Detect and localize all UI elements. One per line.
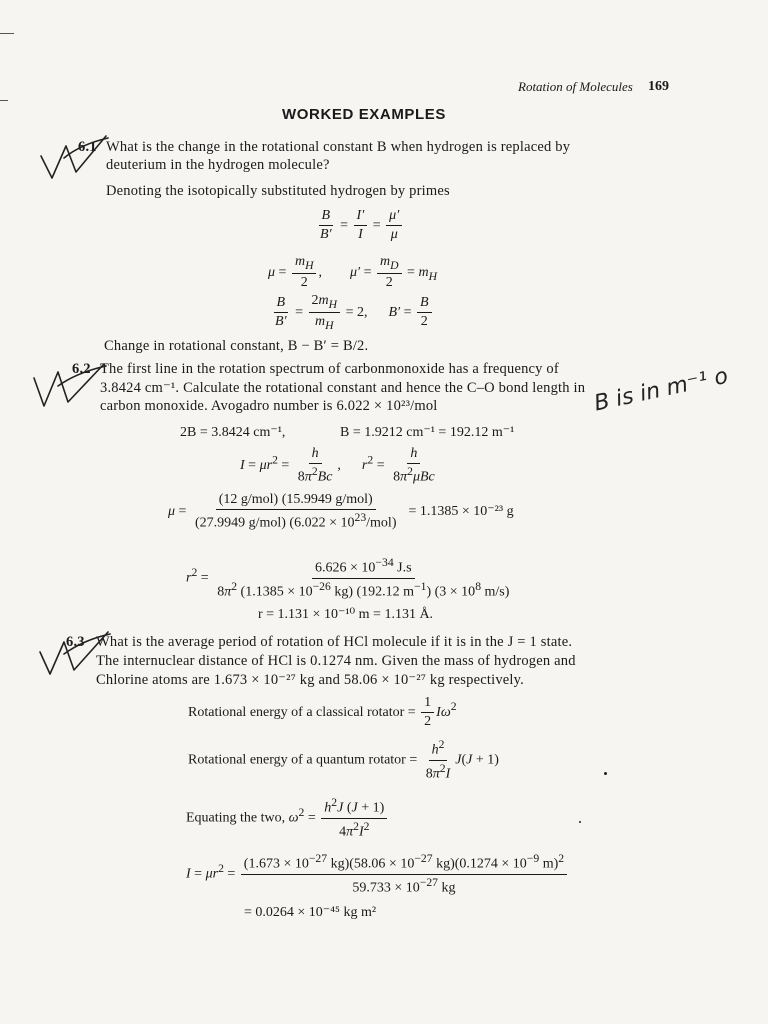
problem-6-1-question-line1: What is the change in the rotational constant B when hydrogen is replaced by (106, 139, 571, 155)
problem-6-2-question-line2: 3.8424 cm⁻¹. Calculate the rotational constant and hence the C–O bond length in (100, 380, 586, 396)
problem-6-3-question-line1: What is the average period of rotation of HCl molecule if it is in the J = 1 state. (96, 634, 573, 650)
section-title: WORKED EXAMPLES (282, 106, 447, 123)
moment-result: = 0.0264 × 10⁻⁴⁵ kg m² (244, 905, 377, 920)
running-title: Rotation of Molecules (518, 79, 633, 94)
problem-6-2-question-line3: carbon monoxide. Avogadro number is 6.022 × 10²³/mol (100, 398, 438, 414)
equation-B-ratio: $\frac{B}{B'}$ = $\frac{I'}{I}$ = $\frac{\mu'}{\mu}$ (315, 208, 404, 243)
equation-reduced-mass: μ = $\frac{m_H}{2}$ , μ′ = $\frac{m_D}{2}$ = $m_H$ (268, 254, 437, 291)
problem-6-1-question-line2: deuterium in the hydrogen molecule? (106, 157, 330, 173)
equation-B-result: $\frac{B}{B'}$ = $\frac{2m_H}{m_H}$ = 2, B′ = $\frac{B}{2}$ (270, 293, 434, 332)
page-number: 169 (648, 79, 669, 94)
equation-quantum-rotator: Rotational energy of a quantum rotator = $\frac{h^2}{8\pi^2I}$ J(J + 1) (188, 738, 499, 782)
handwritten-annotation: B is in m⁻¹ o (592, 363, 731, 417)
problem-6-3-question-line2: The internuclear distance of HCl is 0.1274 nm. Given the mass of hydrogen and (96, 653, 576, 669)
problem-6-1-conclusion: Change in rotational constant, B − B′ = B/2. (104, 338, 369, 354)
problem-6-2-question-line1: The first line in the rotation spectrum of carbonmonoxide has a frequency of (100, 361, 559, 377)
problem-6-2-number: 6.2 (72, 361, 91, 377)
equating-label: Equating the two, (186, 810, 286, 826)
equation-moment-of-inertia: $I = \mu r^2$ = $\frac{h}{8\pi^2Bc}$ , $r^2$ = $\frac{h}{8\pi^2\mu Bc}$ (240, 446, 435, 485)
problem-6-3-question-line3: Chlorine atoms are 1.673 × 10⁻²⁷ kg and 58.06 × 10⁻²⁷ kg respectively. (96, 672, 524, 688)
quantum-label: Rotational energy of a quantum rotator = (188, 752, 418, 768)
equation-mu-calculation: μ = $\frac{\text{(12 g/mol) (15.9949 g/mol)}}{(27.9949 g/mol) (6.022 \times 10^{23}/mol)}$ = 1.1385 × 10⁻²³ g (168, 492, 514, 531)
problem-6-3-number: 6.3 (66, 634, 85, 650)
mu-result: = 1.1385 × 10⁻²³ g (408, 504, 514, 520)
equation-B-value: B = 1.9212 cm⁻¹ = 192.12 m⁻¹ (340, 425, 515, 440)
check-mark-6-1-icon (36, 128, 116, 188)
bond-length-result: r = 1.131 × 10⁻¹⁰ m = 1.131 Å. (258, 607, 434, 622)
equation-r-squared: $r^2$ = $\frac{6.626 \times 10^{-34} J.s}{8\pi^2 (1.1385 \times 10^{-26} kg) (192.12 m^{-1}) (3 \times 10^8 m/s)}$ (186, 556, 510, 600)
problem-6-1-number: 6.1 (78, 139, 97, 155)
equation-2B: 2B = 3.8424 cm⁻¹, (180, 425, 286, 440)
pen-dot (579, 821, 581, 823)
equation-classical-rotator: Rotational energy of a classical rotator = $\frac{1}{2}$ $I\omega^2$ (188, 695, 457, 730)
equation-omega-squared: Equating the two, $\omega^2$ = $\frac{h^2J (J + 1)}{4\pi^2I^2}$ (186, 796, 389, 841)
pen-dot (604, 772, 607, 775)
classical-label: Rotational energy of a classical rotator = (188, 704, 416, 720)
problem-6-1-intro: Denoting the isotopically substituted hydrogen by primes (106, 183, 450, 199)
equation-moment-calculation: $I = \mu r^2$ = $\frac{(1.673 \times 10^{-27} kg)(58.06 \times 10^{-27} kg)(0.1274 \times 10^{-9} m)^2}{59.733 \times 10^{-27} kg}$ (186, 852, 569, 897)
